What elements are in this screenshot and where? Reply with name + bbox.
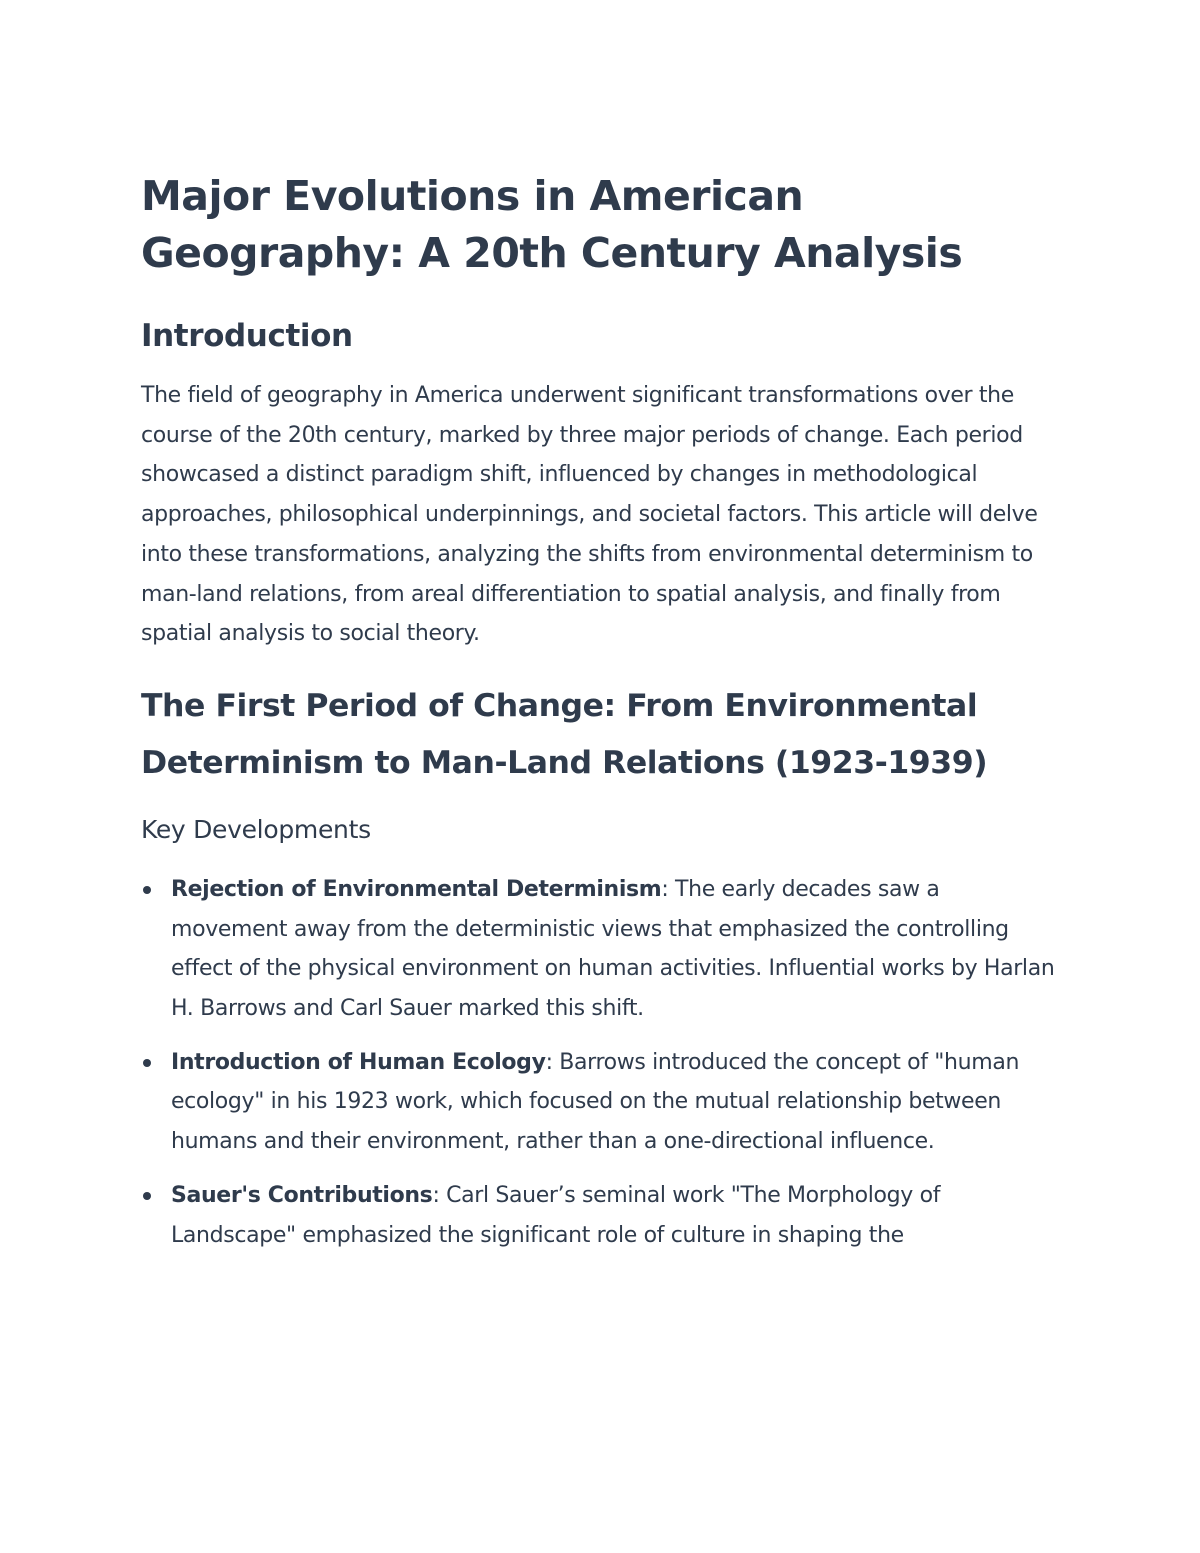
list-item <box>141 1176 1061 1255</box>
key-developments-list <box>141 870 1061 1255</box>
bullet-icon <box>143 1192 151 1200</box>
introduction-paragraph: The field of geography in America underwent significant transformations over the course of the 20th century, marked by three major periods of change. Each period showcased a distinct paradigm shift, influenced by changes in methodological approaches, philosophical underpinnings, and societal factors. This article will delve into these transformations, analyzing the shifts from environmental determinism to man-land relations, from areal differentiation to spatial analysis, and finally from spatial analysis to social theory. <box>141 383 1038 647</box>
list-item <box>141 1043 1061 1162</box>
list-item-text: : The early decades saw a movement away from the deterministic views that emphasized the controlling effect of the physical environment on human activities. Influential works by Harlan H. Barrows and Carl Sauer marked this shift. <box>171 876 1055 1022</box>
list-item-term: Sauer's Contributions <box>171 1182 433 1208</box>
introduction-heading: Introduction <box>141 318 353 354</box>
list-item-term: Introduction of Human Ecology <box>171 1049 546 1075</box>
first-period-heading: The First Period of Change: From Environmental Determinism to Man-Land Relations (1923-1939) <box>141 687 988 781</box>
list-item-text: : Barrows introduced the concept of "human ecology" in his 1923 work, which focused on the mutual relationship between humans and their environment, rather than a one-directional influence. <box>171 1049 1020 1155</box>
list-item-text: : Carl Sauer’s seminal work "The Morphology of Landscape" emphasized the significant role of culture in shaping the <box>171 1182 941 1248</box>
list-item-term: Rejection of Environmental Determinism <box>171 876 662 902</box>
bullet-icon <box>143 886 151 894</box>
document-page <box>141 168 1061 1269</box>
list-item <box>141 870 1061 1029</box>
key-developments-heading: Key Developments <box>141 814 371 844</box>
document-title: Major Evolutions in American Geography: A 20th Century Analysis <box>141 172 963 277</box>
bullet-icon <box>143 1059 151 1067</box>
